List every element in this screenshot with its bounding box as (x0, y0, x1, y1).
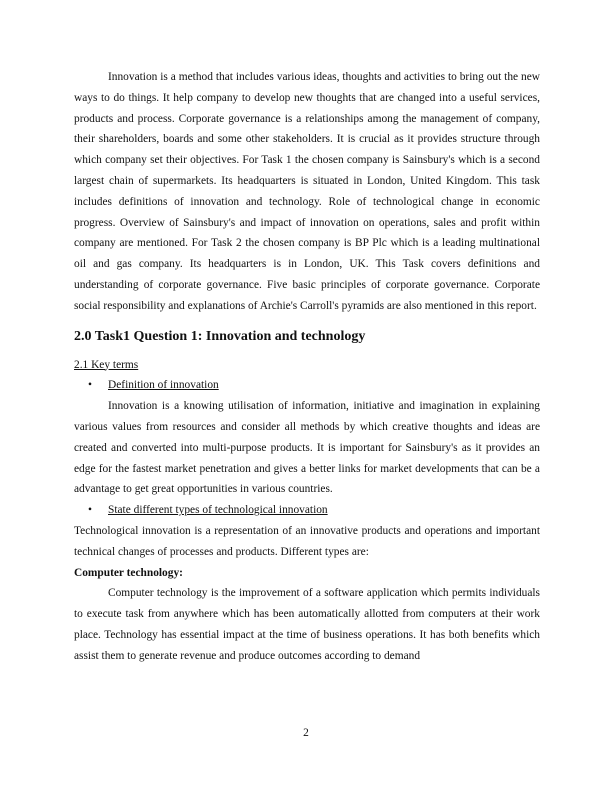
page-number: 2 (303, 727, 309, 739)
document-page (74, 67, 540, 667)
subsection-heading: 2.1 Key terms (74, 358, 139, 371)
bullet-icon: • (88, 379, 92, 392)
intro-paragraph: Innovation is a method that includes various ideas, thoughts and activities to bring out the new ways to do things. It help company to develop new thoughts that are changed into a useful services, products and process. Corporate governance is a relationships among the management of company, their shareholders, boards and some other stakeholders. It is crucial as it provides structure through which company set their objectives. For Task 1 the chosen company is Sainsbury's which is a second largest chain of supermarkets. Its headquarters is situated in London, United Kingdom. This task includes definitions of innovation and technology. Role of technological change in economic progress. Overview of Sainsbury's and impact of innovation on operations, sales and profit within company are mentioned. For Task 2 the chosen company is BP Plc which is a leading multinational oil and gas company. Its headquarters is in London, UK. This Task covers definitions and understanding of corporate governance. Five basic principles of corporate governance. Corporate social responsibility and explanations of Archie's Carroll's pyramids are also mentioned in this report. (74, 71, 540, 312)
bullet-label: State different types of technological innovation (108, 504, 328, 517)
innovation-paragraph: Innovation is a knowing utilisation of information, initiative and imagination in explaining various values from resources and consider all methods by which creative thoughts and ideas are created and converted into multi-purpose products. It is important for Sainsbury's as it provides an edge for the fastest market penetration and gives a better links for market developments that can be a advantage to get great opportunities in various countries. (74, 400, 540, 496)
bullet-item-innovation (74, 375, 540, 396)
bullet-item-tech-types (74, 500, 540, 521)
tech-paragraph: Technological innovation is a representation of an innovative products and operations and important technical changes of processes and products. Different types are: (74, 524, 540, 558)
section-heading: 2.0 Task1 Question 1: Innovation and technology (74, 328, 366, 344)
bullet-label: Definition of innovation (108, 379, 219, 392)
bullet-icon: • (88, 504, 92, 517)
computer-paragraph: Computer technology is the improvement of a software application which permits individuals to execute task from anywhere which has been automatically allotted from computers at their work place. Technology has essential impact at the time of business operations. It has both benefits which assist them to generate revenue and produce outcomes according to demand (74, 587, 540, 662)
computer-technology-heading: Computer technology: (74, 566, 183, 579)
